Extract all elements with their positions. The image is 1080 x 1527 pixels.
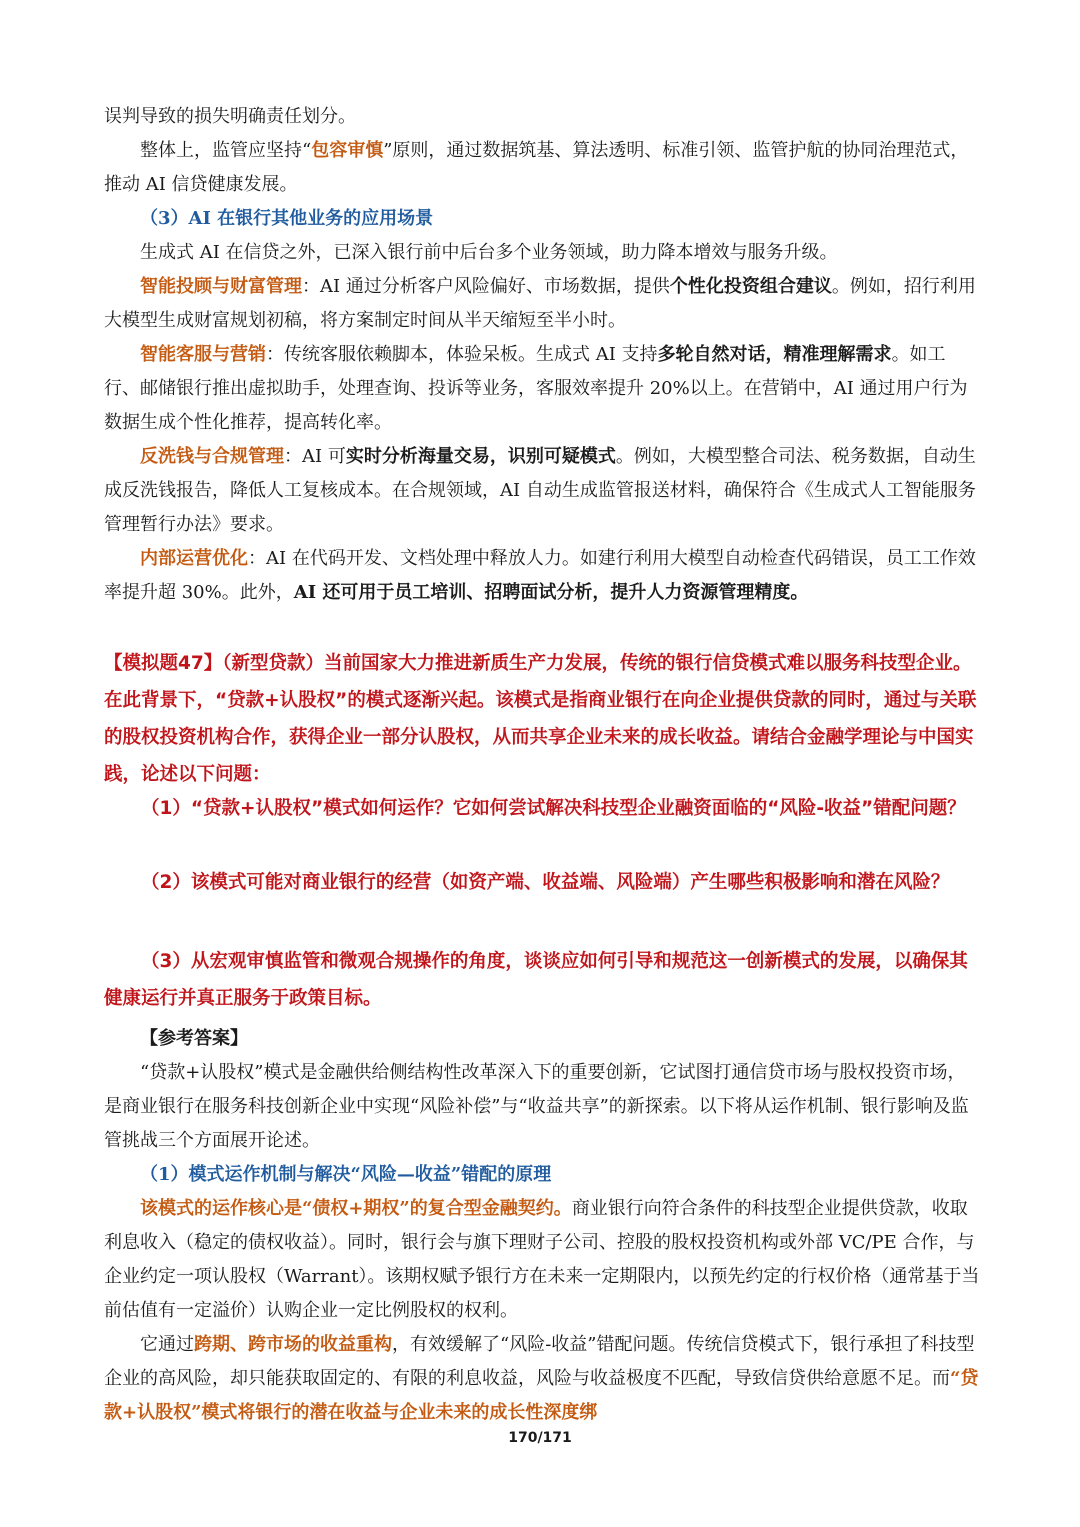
question-2: （2）该模式可能对商业银行的经营（如资产端、收益端、风险端）产生哪些积极影响和潜在风险？ bbox=[141, 872, 950, 893]
label-wealth-management: 智能投顾与财富管理 bbox=[140, 276, 302, 297]
question-intro: 【模拟题47】（新型贷款）当前国家大力推进新质生产力发展，传统的银行信贷模式难以服务科技型企业。在此背景下，“贷款+认股权”的模式逐渐兴起。该模式是指商业银行在向企业提供贷款的同时，通过与关联的股权投资机构合作，获得企业一部分认股权，从而共享企业未来的成长收益。请结合金融学理论与中国实践，论述以下问题： bbox=[104, 653, 977, 785]
paragraph-genai-intro: 生成式 AI 在信贷之外，已深入银行前中后台多个业务领域，助力降本增效与服务升级。 bbox=[140, 242, 838, 263]
answer-title: 【参考答案】 bbox=[140, 1028, 248, 1049]
label-operations: 内部运营优化 bbox=[140, 548, 248, 569]
label-customer-service: 智能客服与营销 bbox=[140, 344, 266, 365]
question-3: （3）从宏观审慎监管和微观合规操作的角度，谈谈应如何引导和规范这一创新模式的发展，以确保其健康运行并真正服务于政策目标。 bbox=[104, 951, 968, 1009]
paragraph-customer-service: 智能客服与营销：传统客服依赖脚本，体验呆板。生成式 AI 支持多轮自然对话，精准理解需求。如工行、邮储银行推出虚拟助手，处理查询、投诉等业务，客服效率提升 20%以上。在营销中，AI 通过用户行为数据生成个性化推荐，提高转化率。 bbox=[104, 344, 968, 433]
paragraph-aml-compliance: 反洗钱与合规管理：AI 可实时分析海量交易，识别可疑模式。例如，大模型整合司法、税务数据，自动生成反洗钱报告，降低人工复核成本。在合规领域，AI 自动生成监管报送材料，确保符合《生成式人工智能服务管理暂行办法》要求。 bbox=[104, 446, 976, 535]
answer-paragraph-mismatch: 它通过跨期、跨市场的收益重构，有效缓解了“风险-收益”错配问题。传统信贷模式下，银行承担了科技型企业的高风险，却只能获取固定的、有限的利息收益，风险与收益极度不匹配，导致信贷供给意愿不足。而“贷款+认股权”模式将银行的潜在收益与企业未来的成长性深度绑 bbox=[104, 1334, 979, 1423]
paragraph-wealth-management: 智能投顾与财富管理：AI 通过分析客户风险偏好、市场数据，提供个性化投资组合建议。例如，招行利用大模型生成财富规划初稿，将方案制定时间从半天缩短至半小时。 bbox=[104, 276, 976, 331]
paragraph-continuation: 误判导致的损失明确责任划分。 bbox=[104, 106, 356, 127]
label-aml-compliance: 反洗钱与合规管理 bbox=[140, 446, 284, 467]
paragraph-operations: 内部运营优化：AI 在代码开发、文档处理中释放人力。如建行利用大模型自动检查代码错误，员工工作效率提升超 30%。此外，AI 还可用于员工培训、招聘面试分析，提升人力资源管理精度。 bbox=[104, 548, 976, 603]
answer-paragraph-intro: “贷款+认股权”模式是金融供给侧结构性改革深入下的重要创新，它试图打通信贷市场与股权投资市场，是商业银行在服务科技创新企业中实现“风险补偿”与“收益共享”的新探索。以下将从运作机制、银行影响及监管挑战三个方面展开论述。 bbox=[104, 1062, 969, 1151]
paragraph-regulation-summary: 整体上，监管应坚持“包容审慎”原则，通过数据筑基、算法透明、标准引领、监管护航的协同治理范式，推动 AI 信贷健康发展。 bbox=[104, 140, 969, 195]
answer-heading-1: （1）模式运作机制与解决“风险—收益”错配的原理 bbox=[140, 1164, 552, 1185]
highlight-inclusive-prudent: 包容审慎 bbox=[311, 140, 384, 161]
section-heading-3: （3）AI 在银行其他业务的应用场景 bbox=[140, 208, 434, 229]
question-1: （1）“贷款+认股权”模式如何运作？它如何尝试解决科技型企业融资面临的“风险-收益”错配问题？ bbox=[141, 798, 966, 819]
page-number: 170/171 bbox=[508, 1430, 572, 1446]
answer-paragraph-mechanism: 该模式的运作核心是“债权+期权”的复合型金融契约。商业银行向符合条件的科技型企业提供贷款，收取利息收入（稳定的债权收益）。同时，银行会与旗下理财子公司、控股的股权投资机构或外部 VC/PE 合作，与企业约定一项认股权（Warrant）。该期权赋予银行方在未来一定期限内，以预先约定的行权价格（通常基于当前估值有一定溢价）认购企业一定比例股权的权利。 bbox=[104, 1198, 980, 1321]
